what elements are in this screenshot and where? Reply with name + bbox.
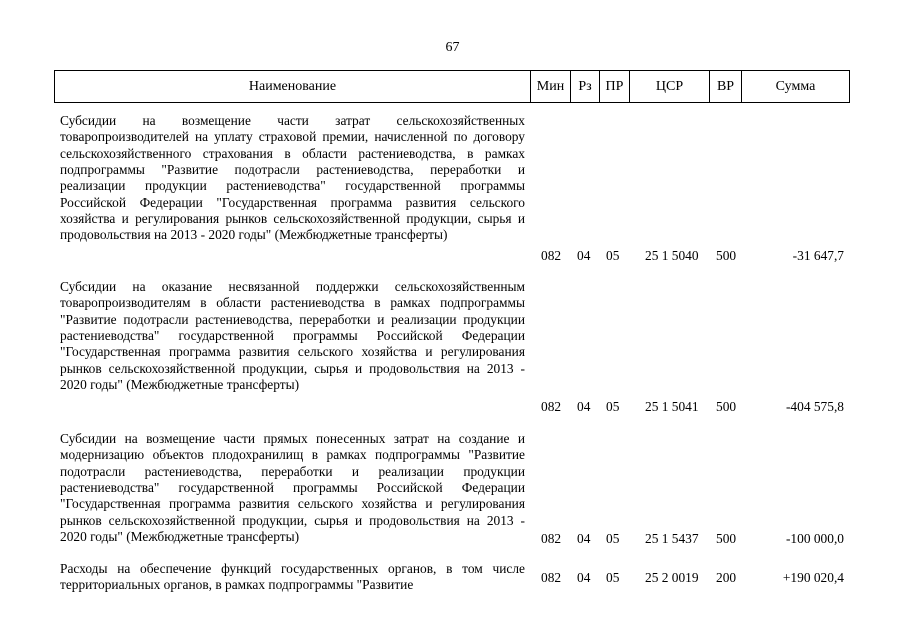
row-pr: 05 (606, 248, 620, 263)
row-pr: 05 (606, 531, 620, 546)
row-rz: 04 (577, 570, 591, 585)
table-row (54, 561, 850, 601)
header-vr: ВР (709, 71, 741, 102)
row-min: 082 (541, 248, 562, 263)
row-rz: 04 (577, 248, 591, 263)
row-min: 082 (541, 399, 562, 414)
row-pr: 05 (606, 570, 620, 585)
row-vr: 200 (716, 570, 737, 585)
row-rz: 04 (577, 399, 591, 414)
header-pr: ПР (599, 71, 629, 102)
table-header (54, 70, 850, 103)
row-pr: 05 (606, 399, 620, 414)
row-name: Субсидии на возмещение части затрат сельскохозяйственных товаропроизводителей на уплату страховой премии, начисленной по договору сельскохозяйственного страхования в области растениеводства, в рамках подпрограммы "Развитие подотрасли растениеводства, переработки и реализации продукции растениеводства" государственной программы Российской Федерации "Государственная программа развития сельского хозяйства и регулирования рынков сельскохозяйственной продукции, сырья и продовольствия на 2013 - 2020 годы" (Межбюджетные трансферты) (60, 113, 525, 243)
table-row (54, 431, 850, 561)
table-row (54, 113, 850, 273)
row-csr: 25 1 5437 (645, 531, 699, 546)
header-csr: ЦСР (629, 71, 709, 102)
header-min: Мин (530, 71, 570, 102)
row-csr: 25 2 0019 (645, 570, 699, 585)
row-vr: 500 (716, 399, 737, 414)
row-sum: +190 020,4 (782, 570, 844, 585)
row-csr: 25 1 5040 (645, 248, 699, 263)
header-sum: Сумма (741, 71, 849, 102)
header-rz: Рз (570, 71, 599, 102)
row-name: Субсидии на возмещение части прямых понесенных затрат на создание и модернизацию объектов плодохранилищ в рамках подпрограммы "Развитие подотрасли растениеводства, переработки и реализации продукции растениеводства" государственной программы Российской Федерации "Государственная программа развития сельского хозяйства и регулирования рынков сельскохозяйственной продукции, сырья и продовольствия на 2013 - 2020 годы" (Межбюджетные трансферты) (60, 431, 525, 545)
page-number: 67 (445, 40, 460, 55)
row-sum: -404 575,8 (785, 399, 844, 414)
row-name: Расходы на обеспечение функций государственных органов, в том числе территориальных органов, в рамках подпрограммы "Развитие (60, 561, 525, 593)
row-rz: 04 (577, 531, 591, 546)
table-row (54, 279, 850, 429)
row-sum: -31 647,7 (792, 248, 844, 263)
row-vr: 500 (716, 531, 737, 546)
row-min: 082 (541, 531, 562, 546)
row-name: Субсидии на оказание несвязанной поддержки сельскохозяйственным товаропроизводителям в области растениеводства в рамках подпрограммы "Развитие подотрасли растениеводства, переработки и реализации продукции растениеводства" государственной программы Российской Федерации "Государственная программа развития сельского хозяйства и регулирования рынков сельскохозяйственной продукции, сырья и продовольствия на 2013 - 2020 годы" (Межбюджетные трансферты) (60, 279, 525, 393)
header-name: Наименование (248, 79, 337, 94)
row-csr: 25 1 5041 (645, 399, 699, 414)
row-sum: -100 000,0 (785, 531, 844, 546)
budget-table (54, 70, 850, 593)
row-vr: 500 (716, 248, 737, 263)
row-min: 082 (541, 570, 562, 585)
